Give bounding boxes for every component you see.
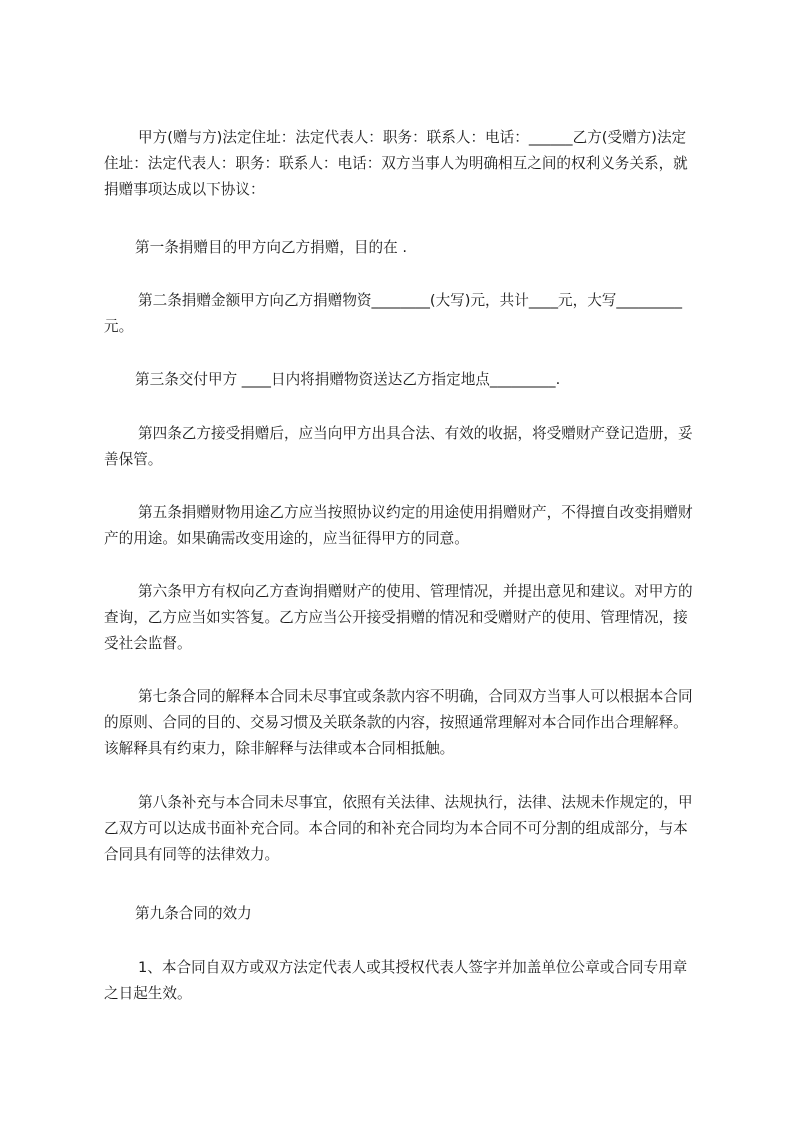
article-9-clause-1: 1、本合同自双方或双方法定代表人或其授权代表人签字并加盖单位公章或合同专用章之日起生效。 (104, 959, 688, 1002)
article-1-purpose: 第一条捐赠目的甲方向乙方捐赠，目的在 . (135, 239, 407, 256)
preamble-paragraph: 甲方(赠与方)法定住址：法定代表人：职务：联系人：电话：______乙方(受赠方)法定住址：法定代表人：职务：联系人：电话：双方当事人为明确相互之间的权利义务关系，就捐赠事项达成以下协议： (104, 129, 688, 198)
article-8-supplement: 第八条补充与本合同未尽事宜，依照有关法律、法规执行，法律、法规未作规定的，甲乙双方可以达成书面补充合同。本合同的和补充合同均为本合同不可分割的组成部分，与本合同具有同等的法律效力。 (104, 794, 693, 863)
article-2-amount: 第二条捐赠金额甲方向乙方捐赠物资________(大写)元，共计____元，大写_________元。 (104, 292, 683, 335)
article-6-inquiry: 第六条甲方有权向乙方查询捐赠财产的使用、管理情况，并提出意见和建议。对甲方的查询，乙方应当如实答复。乙方应当公开接受捐赠的情况和受赠财产的使用、管理情况，接受社会监督。 (104, 583, 693, 652)
article-7-interpretation: 第七条合同的解释本合同未尽事宜或条款内容不明确，合同双方当事人可以根据本合同的原则、合同的目的、交易习惯及关联条款的内容，按照通常理解对本合同作出合理解释。该解释具有约束力，除非解释与法律或本合同相抵触。 (104, 688, 693, 757)
article-4-receipt: 第四条乙方接受捐赠后，应当向甲方出具合法、有效的收据，将受赠财产登记造册，妥善保管。 (104, 425, 693, 468)
article-3-delivery: 第三条交付甲方 ____日内将捐赠物资送达乙方指定地点_________. (135, 371, 561, 388)
article-9-heading: 第九条合同的效力 (135, 905, 252, 922)
article-5-usage: 第五条捐赠财物用途乙方应当按照协议约定的用途使用捐赠财产，不得擅自改变捐赠财产的用途。如果确需改变用途的，应当征得甲方的同意。 (104, 504, 693, 547)
